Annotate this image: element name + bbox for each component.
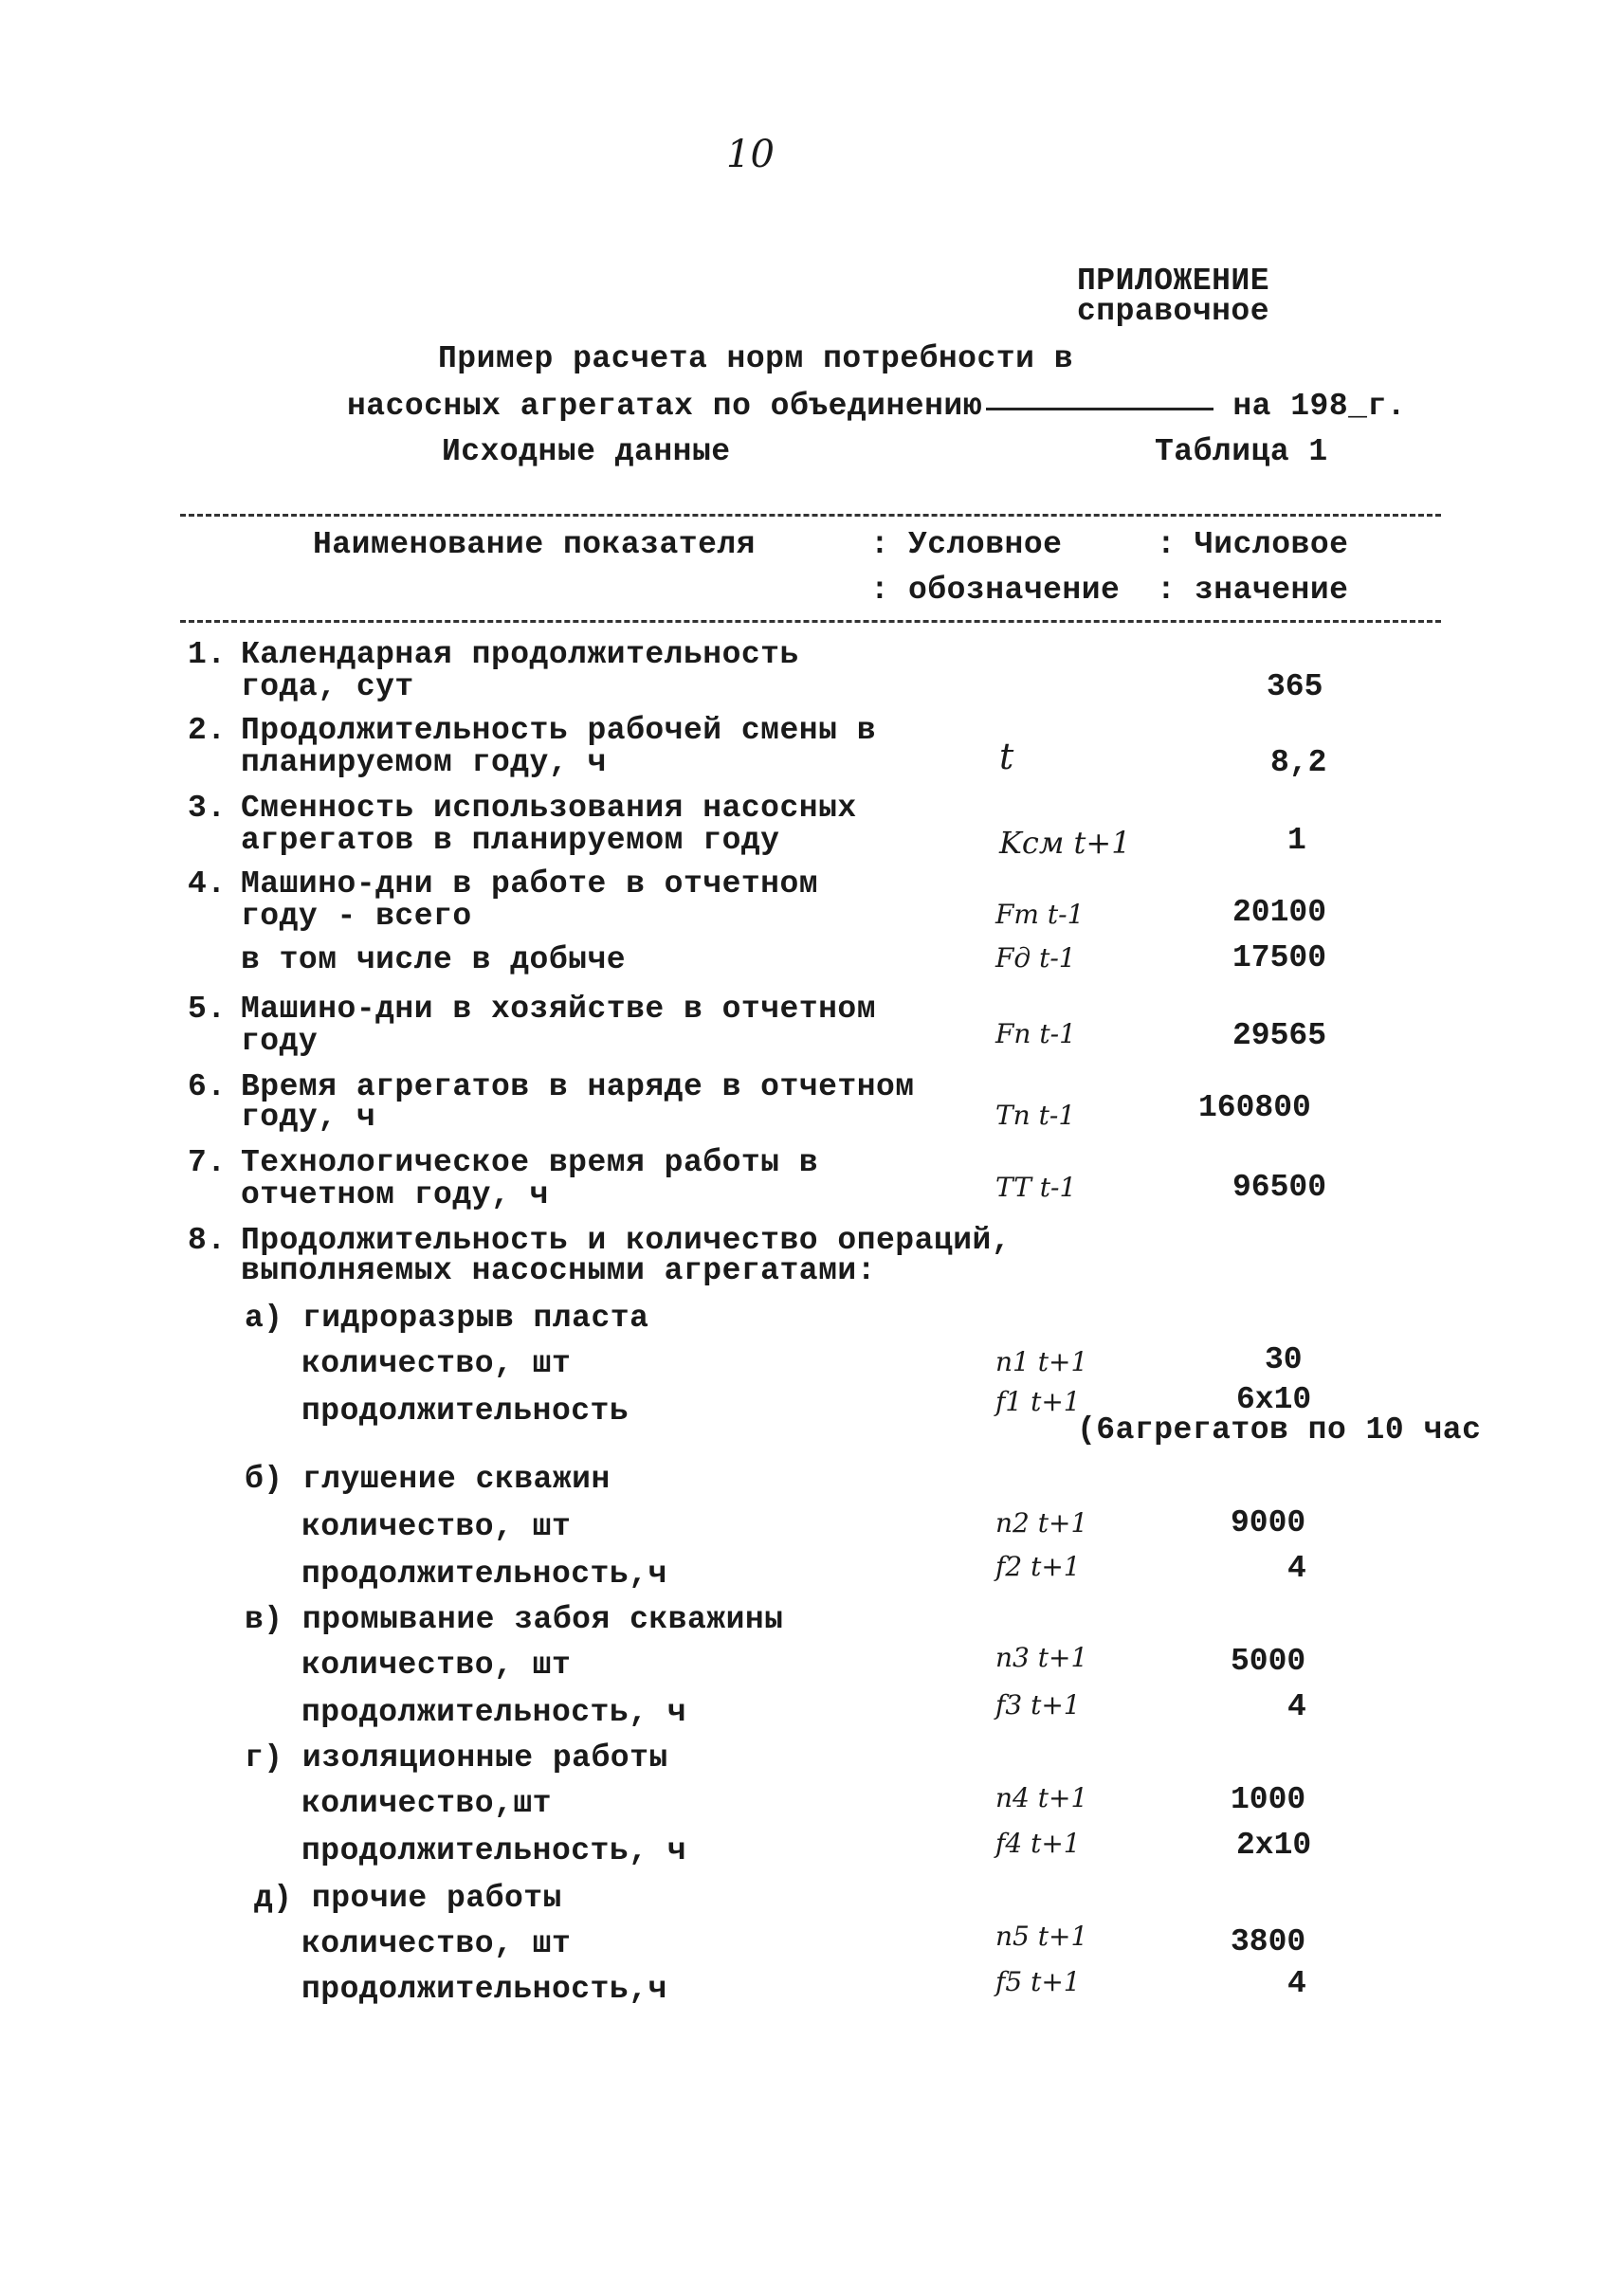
- header-bottom-rule: [180, 620, 1441, 623]
- row-number: 8.: [188, 1223, 227, 1258]
- duration-label: продолжительность, ч: [301, 1695, 687, 1730]
- count-value: 30: [1265, 1342, 1303, 1377]
- count-label: количество, шт: [301, 1926, 572, 1961]
- col2-header-line2: обозначение: [908, 573, 1121, 608]
- blank-underline: [986, 408, 1213, 410]
- heading-line2: [347, 389, 1406, 424]
- duration-label: продолжительность,ч: [301, 1972, 667, 2007]
- duration-symbol: f5 t+1: [995, 1966, 1081, 1997]
- duration-label: продолжительность, ч: [301, 1833, 687, 1868]
- row-label-line1: в том числе в добыче: [241, 942, 627, 977]
- row-symbol: Kсм t+1: [999, 825, 1131, 861]
- col3-header-sep: :: [1157, 527, 1177, 562]
- operation-label: в) промывание забоя скважины: [245, 1602, 784, 1637]
- row-symbol: Fд t-1: [995, 942, 1076, 974]
- duration-value: 4: [1287, 1551, 1306, 1586]
- row-value: 160800: [1198, 1090, 1311, 1125]
- row-label-line1: Сменность использования насосных: [241, 791, 857, 826]
- duration-label: продолжительность: [301, 1393, 630, 1429]
- row-label-line1: Календарная продолжительность: [241, 637, 799, 672]
- duration-symbol: f3 t+1: [995, 1689, 1081, 1721]
- row-number: 7.: [188, 1145, 227, 1180]
- duration-symbol: f4 t+1: [995, 1828, 1081, 1859]
- row-value: 96500: [1232, 1170, 1327, 1205]
- row-value: 1: [1287, 823, 1306, 858]
- row-label-line1: Машино-дни в хозяйстве в отчетном: [241, 992, 877, 1027]
- heading-line2-prefix: насосных агрегатах по объединению: [347, 389, 983, 424]
- row-label-line1: Время агрегатов в наряде в отчетном: [241, 1069, 915, 1104]
- operation-label: б) глушение скважин: [245, 1462, 611, 1497]
- count-symbol: n2 t+1: [995, 1507, 1088, 1539]
- col2-header-line1: Условное: [908, 527, 1063, 562]
- count-label: количество, шт: [301, 1346, 572, 1381]
- count-label: количество, шт: [301, 1648, 572, 1683]
- row-label-line1: Продолжительность и количество операций,: [241, 1223, 1012, 1258]
- row-label-line2: агрегатов в планируемом году: [241, 823, 780, 858]
- row-symbol: t: [999, 736, 1014, 777]
- col3-header-sep2: :: [1157, 573, 1177, 608]
- row-number: 3.: [188, 791, 227, 826]
- row-label-line2: году: [241, 1024, 319, 1059]
- row-label-line1: Продолжительность рабочей смены в: [241, 713, 877, 748]
- row-value: 8,2: [1270, 745, 1327, 780]
- col2-header-sep: :: [870, 527, 890, 562]
- count-symbol: n3 t+1: [995, 1642, 1088, 1673]
- row-value: 20100: [1232, 895, 1327, 930]
- count-label: количество, шт: [301, 1509, 572, 1544]
- duration-symbol: f2 t+1: [995, 1551, 1081, 1582]
- operation-label: д) прочие работы: [254, 1881, 562, 1916]
- count-value: 5000: [1231, 1644, 1306, 1679]
- appendix-title: ПРИЛОЖЕНИЕ: [1077, 264, 1270, 299]
- heading-line1: Пример расчета норм потребности в: [438, 341, 1074, 376]
- header-top-rule: [180, 514, 1441, 517]
- row-value: 29565: [1232, 1018, 1327, 1053]
- col3-header-line2: значение: [1195, 573, 1349, 608]
- row-label-line2: году, ч: [241, 1100, 376, 1135]
- row-symbol: Fm t-1: [995, 899, 1085, 930]
- page-number: 10: [726, 133, 775, 176]
- count-label: количество,шт: [301, 1786, 552, 1821]
- row-value: 17500: [1232, 940, 1327, 975]
- duration-value: 4: [1287, 1966, 1306, 2001]
- count-symbol: n1 t+1: [995, 1346, 1088, 1377]
- col1-header: Наименование показателя: [313, 527, 756, 562]
- row-number: 5.: [188, 992, 227, 1027]
- source-data-label: Исходные данные: [442, 434, 731, 469]
- row-number: 1.: [188, 637, 227, 672]
- row-number: 6.: [188, 1069, 227, 1104]
- count-symbol: n4 t+1: [995, 1782, 1088, 1813]
- row-label-line2: года, сут: [241, 669, 414, 704]
- row-label-line1: Машино-дни в работе в отчетном: [241, 866, 819, 902]
- row-label-line2: году - всего: [241, 899, 472, 934]
- row-value: 365: [1267, 669, 1323, 704]
- table-label: Таблица 1: [1155, 434, 1328, 469]
- operation-label: а) гидроразрыв пласта: [245, 1301, 649, 1336]
- row-number: 4.: [188, 866, 227, 902]
- appendix-subtitle: справочное: [1077, 294, 1270, 329]
- count-symbol: n5 t+1: [995, 1921, 1088, 1952]
- row-label-line2: планируемом году, ч: [241, 745, 607, 780]
- row-label-line2: отчетном году, ч: [241, 1177, 549, 1212]
- duration-value: 4: [1287, 1689, 1306, 1724]
- duration-value: 6x10: [1236, 1382, 1312, 1417]
- duration-symbol: f1 t+1: [995, 1386, 1081, 1417]
- count-value: 9000: [1231, 1505, 1306, 1540]
- duration-note: (6агрегатов по 10 час: [1077, 1412, 1482, 1448]
- col2-header-sep2: :: [870, 573, 890, 608]
- row-symbol: TT t-1: [995, 1172, 1077, 1203]
- row-number: 2.: [188, 713, 227, 748]
- col3-header-line1: Числовое: [1195, 527, 1349, 562]
- duration-value: 2x10: [1236, 1828, 1312, 1863]
- row-symbol: Tn t-1: [995, 1100, 1076, 1131]
- heading-line2-suffix: на 198_г.: [1232, 389, 1407, 424]
- count-value: 3800: [1231, 1924, 1306, 1959]
- row-label-line1: Технологическое время работы в: [241, 1145, 819, 1180]
- row-label-line2: выполняемых насосными агрегатами:: [241, 1253, 877, 1288]
- row-symbol: Fn t-1: [995, 1018, 1076, 1049]
- count-value: 1000: [1231, 1782, 1306, 1817]
- duration-label: продолжительность,ч: [301, 1557, 667, 1592]
- operation-label: г) изоляционные работы: [245, 1740, 668, 1776]
